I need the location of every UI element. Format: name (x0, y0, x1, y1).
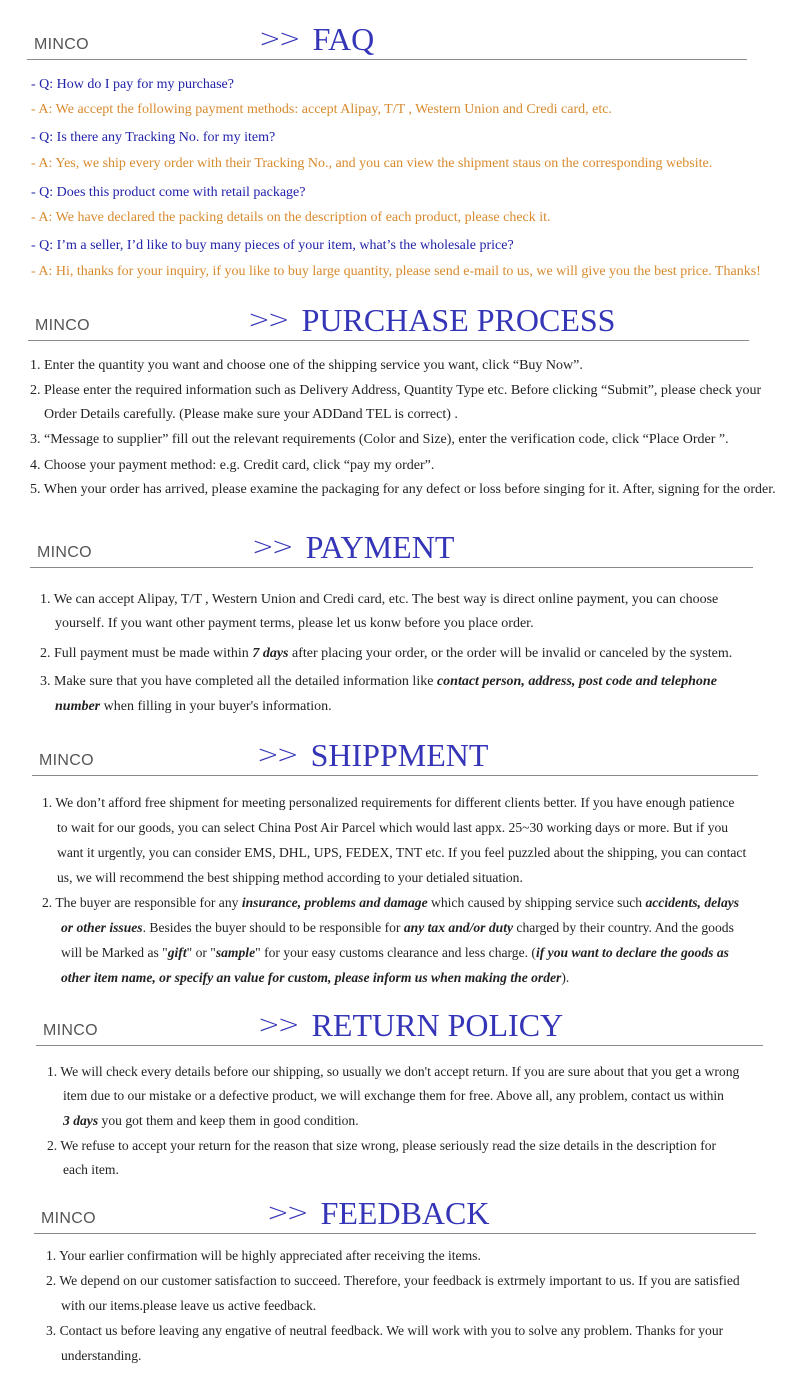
section-title-shipment: >> SHIPPMENT (257, 737, 489, 773)
faq-answer-1: - A: We accept the following payment methods: accept Alipay, T/T , Western Union and Credi card, etc. (31, 102, 612, 117)
faq-answer-4: - A: Hi, thanks for your inquiry, if you like to buy large quantity, please send e-mail to us, we will give you the best price. Thanks! (31, 264, 761, 279)
faq-question-4: - Q: I’m a seller, I’d like to buy many pieces of your item, what’s the wholesale price? (31, 238, 514, 253)
divider (32, 775, 758, 776)
faq-answer-2: - A: Yes, we ship every order with their Tracking No., and you can view the shipment staus on the corresponding website. (31, 156, 713, 171)
payment-item-2: 2. Full payment must be made within 7 days after placing your order, or the order will be invalid or canceled by the system. (40, 646, 733, 661)
divider (34, 1233, 756, 1234)
double-chevron-right-icon: >> (257, 740, 297, 770)
double-chevron-right-icon: >> (248, 305, 288, 335)
faq-answer-3: - A: We have declared the packing details on the description of each product, please check it. (31, 210, 551, 225)
purchase-header (28, 299, 749, 341)
brand-label: MINCO (39, 752, 94, 769)
purchase-step-3: 3. “Message to supplier” fill out the relevant requirements (Color and Size), enter the verification code, click “Place Order ”. (30, 432, 729, 447)
section-title-purchase: >> PURCHASE PROCESS (248, 302, 616, 338)
double-chevron-right-icon: >> (258, 1010, 298, 1040)
shipment-item-2-cont: will be Marked as "gift" or "sample" for your easy customs clearance and less charge. (if you want to declare the goods as (61, 945, 729, 960)
faq-question-1: - Q: How do I pay for my purchase? (31, 77, 234, 92)
shipment-item-1: 1. We don’t afford free shipment for meeting personalized requirements for different clients better. If you have enough patience (42, 795, 735, 810)
feedback-item-3: 3. Contact us before leaving any engative of neutral feedback. We will work with you to solve any problem. Thanks for your (46, 1323, 724, 1338)
shipment-item-2: 2. The buyer are responsible for any insurance, problems and damage which caused by shipping service such accidents, delays (42, 895, 740, 910)
divider (28, 340, 749, 341)
purchase-step-5: 5. When your order has arrived, please examine the packaging for any defect or loss before singing for it. After, signing for the order. (30, 482, 776, 497)
brand-label: MINCO (34, 36, 89, 53)
returns-item-1-cont: 3 days you got them and keep them in good condition. (63, 1113, 359, 1128)
returns-header (36, 1004, 763, 1046)
purchase-step-2: 2. Please enter the required information such as Delivery Address, Quantity Type etc. Before clicking “Submit”, please check your (30, 383, 762, 398)
faq-question-3: - Q: Does this product come with retail package? (31, 185, 306, 200)
returns-item-2-cont: each item. (63, 1162, 119, 1177)
purchase-step-2-cont: Order Details carefully. (Please make sure your ADDand TEL is correct) . (44, 407, 458, 422)
double-chevron-right-icon: >> (252, 532, 292, 562)
section-title-payment: >> PAYMENT (252, 529, 455, 565)
shipment-item-2-cont: other item name, or specify an value for custom, please inform us when making the order). (61, 970, 570, 985)
feedback-header (34, 1192, 756, 1234)
divider (30, 567, 753, 568)
purchase-step-4: 4. Choose your payment method: e.g. Credit card, click “pay my order”. (30, 458, 435, 473)
brand-label: MINCO (37, 544, 92, 561)
returns-item-1: 1. We will check every details before our shipping, so usually we don't accept return. If you are sure about that you get a wrong (47, 1064, 740, 1079)
double-chevron-right-icon: >> (267, 1198, 307, 1228)
brand-label: MINCO (43, 1022, 98, 1039)
shipment-item-1-cont: want it urgently, you can consider EMS, DHL, UPS, FEDEX, TNT etc. If you feel puzzled about the shipping, you can contact (57, 845, 747, 860)
divider (27, 59, 747, 60)
shipment-item-2-cont: or other issues. Besides the buyer should to be responsible for any tax and/or duty charged by their country. And the goods (61, 920, 734, 935)
faq-header (27, 18, 747, 60)
section-title-returns: >> RETURN POLICY (258, 1007, 564, 1043)
feedback-item-1: 1. Your earlier confirmation will be highly appreciated after receiving the items. (46, 1248, 481, 1263)
divider (36, 1045, 763, 1046)
payment-item-3-cont: number when filling in your buyer's information. (55, 699, 332, 714)
payment-item-1: 1. We can accept Alipay, T/T , Western Union and Credi card, etc. The best way is direct online payment, you can choose (40, 592, 719, 607)
shipment-item-1-cont: to wait for our goods, you can select China Post Air Parcel which would last appx. 25~30 working days or more. But if you (57, 820, 729, 835)
brand-label: MINCO (35, 317, 90, 334)
section-title-feedback: >> FEEDBACK (267, 1195, 490, 1231)
double-chevron-right-icon: >> (259, 24, 299, 54)
feedback-item-3-cont: understanding. (61, 1348, 142, 1363)
feedback-item-2: 2. We depend on our customer satisfaction to succeed. Therefore, your feedback is extrmely important to us. If you are satisfied (46, 1273, 740, 1288)
payment-item-1-cont: yourself. If you want other payment terms, please let us konw before you place order. (55, 616, 534, 631)
returns-item-1-cont: item due to our mistake or a defective product, we will exchange them for free. Above all, any problem, contact us within (63, 1088, 724, 1103)
faq-question-2: - Q: Is there any Tracking No. for my item? (31, 130, 276, 145)
purchase-step-1: 1. Enter the quantity you want and choose one of the shipping service you want, click “Buy Now”. (30, 358, 583, 373)
brand-label: MINCO (41, 1210, 96, 1227)
returns-item-2: 2. We refuse to accept your return for the reason that size wrong, please seriously read the size details in the description for (47, 1138, 717, 1153)
feedback-item-2-cont: with our items.please leave us active feedback. (61, 1298, 317, 1313)
payment-header (30, 526, 753, 568)
shipment-item-1-cont: us, we will recommend the best shipping method according to your detialed situation. (57, 870, 523, 885)
shipment-header (32, 734, 758, 776)
section-title-faq: >> FAQ (259, 21, 375, 57)
payment-item-3: 3. Make sure that you have completed all the detailed information like contact person, address, post code and telephone (40, 674, 717, 689)
